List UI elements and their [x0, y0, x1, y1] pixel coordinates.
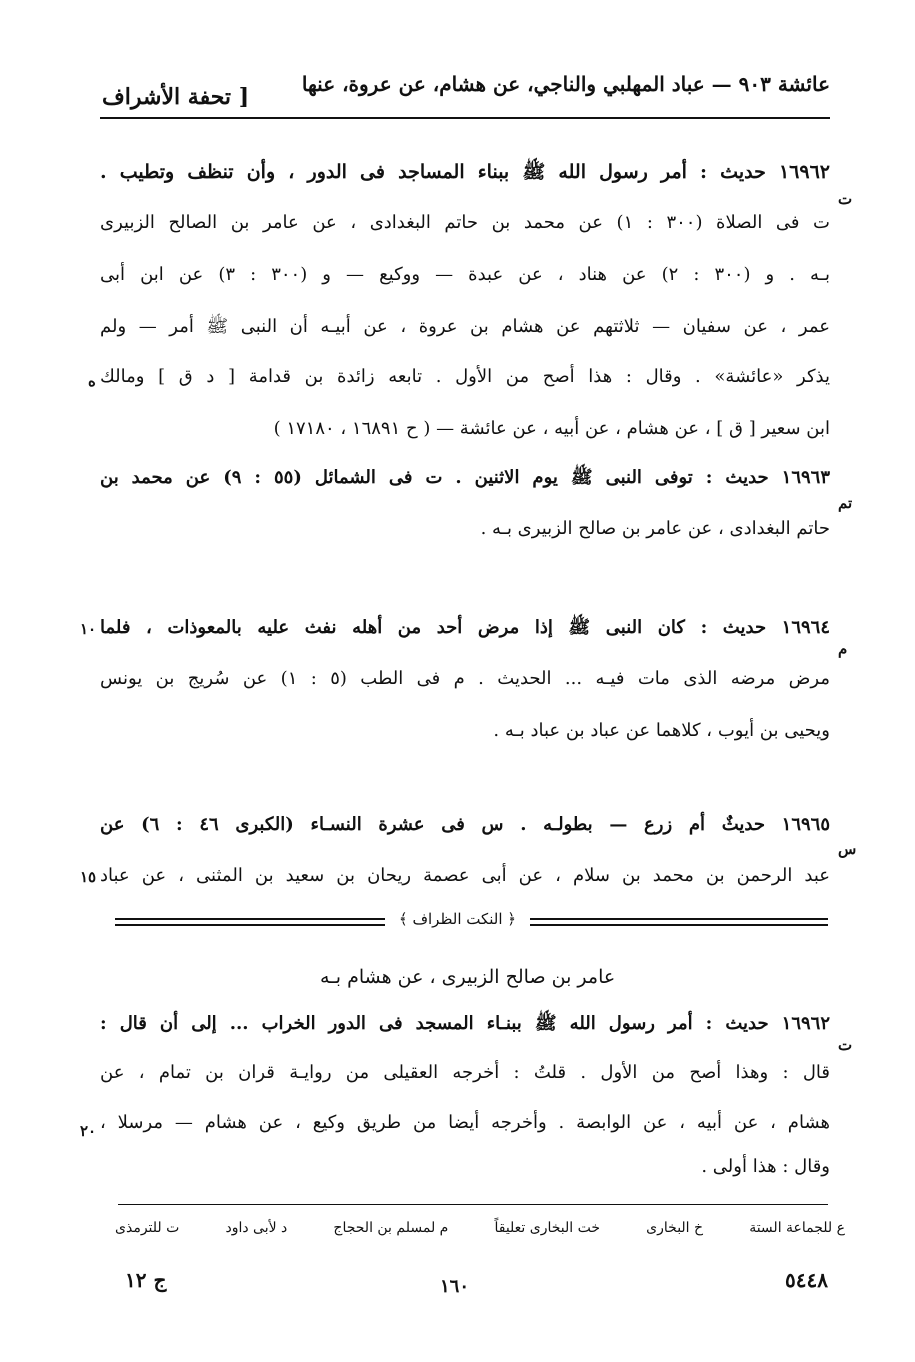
running-header-book: [ تحفة الأشراف	[102, 84, 250, 110]
legend-rule	[118, 1204, 828, 1205]
margin-siglum: ت	[838, 190, 853, 208]
entry-16962-line-2: ت فى الصلاة (٣٠٠ : ١) عن محمد بن حاتم البغدادى ، عن عامر بن الصالح الزبيرى	[100, 212, 830, 233]
entry-16962-line-5: يذكر «عائشة» . وقال : هذا أصح من الأول . تابعه زائدة بن قدامة [ د ق ] ومالك	[100, 366, 830, 387]
legend-row	[115, 1220, 845, 1236]
divider-rule	[530, 924, 828, 926]
entry-16962-line-1: ١٦٩٦٢ حديث : أمر رسول الله ﷺ ببناء المساجد فى الدور ، وأن تنظف وتطيب .	[100, 161, 830, 183]
entry-16962-line-3: بـه . و (٣٠٠ : ٢) عن هناد ، عن عبدة — ووكيع — و (٣٠٠ : ٣) عن ابن أبى	[100, 264, 830, 285]
entry-16965-line-2: عبد الرحمن بن محمد بن سلام ، عن أبى عصمة ريحان بن سعيد بن المثنى ، عن عباد	[100, 865, 830, 886]
footer-page-number: ١٦٠	[440, 1276, 470, 1297]
header-rule	[100, 117, 830, 119]
margin-siglum: ه	[88, 372, 96, 390]
divider-rule	[115, 918, 385, 920]
nukat-line-1: ١٦٩٦٢ حديث : أمر رسول الله ﷺ ببنـاء المسجد فى الدور الخراب ... إلى أن قال :	[100, 1013, 830, 1034]
nukat-banner: ﴿ النكت الظراف ﴾	[398, 910, 517, 928]
divider-rule	[115, 924, 385, 926]
nukat-line-3: هشام ، عن أبيه ، عن الوابصة . وأخرجه أيضا من طريق وكيع ، عن هشام — مرسلا ،	[100, 1112, 830, 1133]
legend-item: خت البخارى تعليقاً	[494, 1220, 601, 1236]
nukat-line-2: قال : وهذا أصح من الأول . قلتُ : أخرجه العقيلى من روايـة قران بن تمام ، عن	[100, 1062, 830, 1083]
entry-16962-line-4: عمر ، عن سفيان — ثلاثتهم عن هشام بن عروة ، عن أبيـه أن النبى ﷺ أمر — ولم	[100, 316, 830, 337]
line-number: ١٥	[80, 868, 97, 886]
entry-16963-line-2: حاتم البغدادى ، عن عامر بن صالح الزبيرى بـه .	[480, 518, 830, 539]
legend-item: خ البخارى	[646, 1220, 704, 1236]
footer-volume: ج ١٢	[125, 1268, 167, 1292]
margin-siglum: تم	[838, 494, 853, 512]
entry-16963-line-1: ١٦٩٦٣ حديث : توفى النبى ﷺ يوم الاثنين . ت فى الشمائل (٥٥ : ٩) عن محمد بن	[100, 467, 830, 488]
nukat-line-4: وقال : هذا أولى .	[701, 1156, 830, 1177]
margin-siglum: ت	[838, 1036, 853, 1054]
margin-siglum: م	[838, 640, 848, 658]
legend-item: ع للجماعة الستة	[749, 1220, 845, 1236]
legend-item: م لمسلم بن الحجاج	[333, 1220, 449, 1236]
entry-16962-line-6: ابن سعير [ ق ] ، عن هشام ، عن أبيه ، عن عائشة — ( ح ١٦٨٩١ ، ١٧١٨٠ )	[273, 418, 830, 439]
entry-16964-line-3: ويحيى بن أيوب ، كلاهما عن عباد بن عباد بـه .	[493, 720, 830, 741]
margin-siglum: س	[838, 840, 857, 858]
entry-16964-line-2: مرض مرضه الذى مات فيـه ... الحديث . م فى الطب (٥ : ١) عن سُريج بن يونس	[100, 668, 830, 689]
line-number: ٢٠	[80, 1122, 97, 1140]
entry-16964-line-1: ١٦٩٦٤ حديث : كان النبى ﷺ إذا مرض أحد من أهله نفث عليه بالمعوذات ، فلما	[100, 617, 830, 638]
footer-sheet-number: ٥٤٤٨	[785, 1268, 828, 1292]
legend-item: د لأبى داود	[225, 1220, 288, 1236]
running-header-title: عائشة ٩٠٣ — عباد المهلبي والناجي، عن هشام، عن عروة، عنها	[301, 72, 830, 96]
divider-rule	[530, 918, 828, 920]
legend-item: ت للترمذى	[115, 1220, 180, 1236]
line-number: ١٠	[80, 620, 97, 638]
entry-16965-line-1: ١٦٩٦٥ حديثٌ أم زرع — بطولـه . س فى عشرة النسـاء (الكبرى ٤٦ : ٦) عن	[100, 814, 830, 835]
nukat-heading: عامر بن صالح الزبيرى ، عن هشام بـه	[320, 966, 616, 988]
